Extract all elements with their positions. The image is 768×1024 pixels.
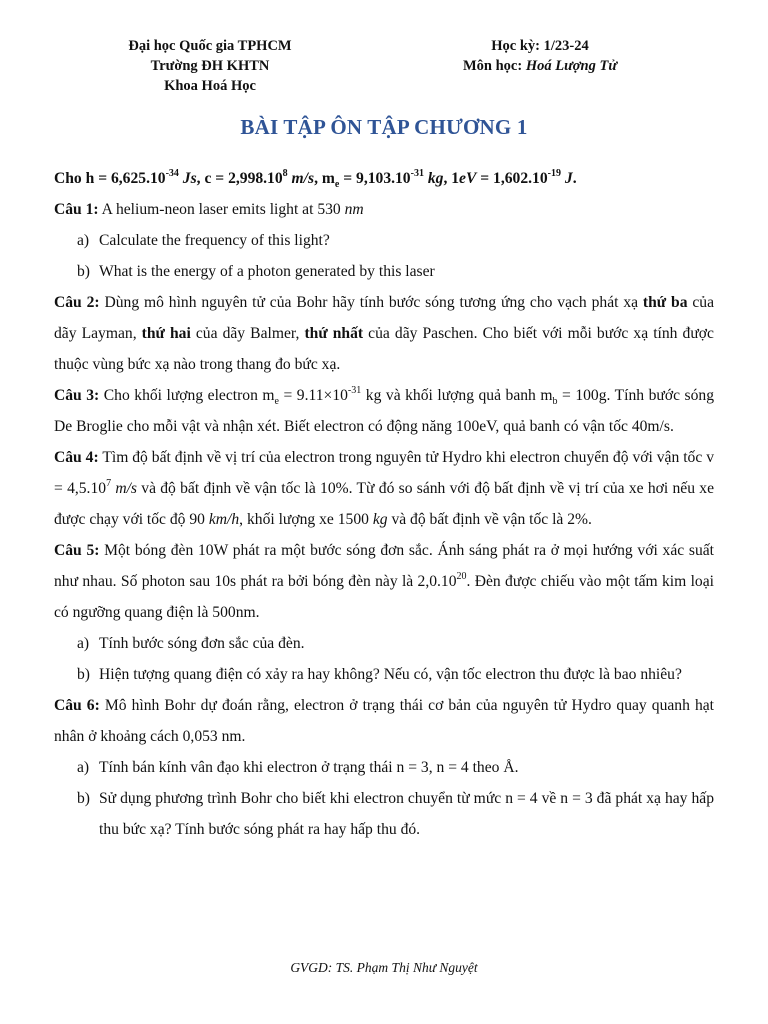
question-1: Câu 1: A helium-neon laser emits light at 530 nm	[54, 201, 364, 218]
page-title: BÀI TẬP ÔN TẬP CHƯƠNG 1	[240, 115, 528, 139]
instructor-footer: GVGD: TS. Phạm Thị Như Nguyệt	[290, 960, 478, 975]
question-1-b: b) What is the energy of a photon generated by this laser	[77, 263, 435, 280]
subject: Môn học: Hoá Lượng Tử	[462, 58, 618, 74]
question-label: Câu 3:	[54, 387, 100, 404]
question-6: Câu 6: Mô hình Bohr dự đoán rằng, electron ở trạng thái cơ bản của nguyên tử Hydro quay quanh hạt nhân ở khoảng cách 0,053 nm.	[54, 697, 714, 745]
question-4: Câu 4: Tìm độ bất định về vị trí của electron trong nguyên tử Hydro khi electron chuyển độ với vận tốc $v = 4,5.10^7$ m/s và độ bất định về vận tốc là 10%. Từ đó so sánh với độ bất định về vị trí của xe hơi nếu xe được chạy với tốc độ 90 km/h, khối lượng xe 1500 kg và độ bất định về vận tốc là 2%.	[54, 449, 715, 528]
university-name: Đại học Quốc gia TPHCM	[128, 38, 292, 54]
subject-name: Hoá Lượng Tử	[525, 58, 618, 74]
question-1-a: a) Calculate the frequency of this light?	[77, 232, 330, 249]
question-label: Câu 1:	[54, 201, 99, 218]
question-3: Câu 3: Cho khối lượng electron $m_e = 9.11\times 10^{-31}$ kg và khối lượng quả banh $m_b = 100g$. Tính bước sóng De Broglie cho mỗi vật và nhận xét. Biết electron có động năng 100eV, quả banh có vận tốc 40m/s.	[54, 384, 715, 435]
question-label: Câu 2:	[54, 294, 100, 311]
question-5: Câu 5: Một bóng đèn 10W phát ra một bước sóng đơn sắc. Ánh sáng phát ra ở mọi hướng với xác suất như nhau. Số photon sau 10s phát ra bởi bóng đèn này là 2,0.10$^{20}$. Đèn được chiếu vào một tấm kim loại có ngưỡng quang điện là 500nm.	[54, 542, 714, 621]
question-6-a: a) Tính bán kính vân đạo khi electron ở trạng thái n = 3, n = 4 theo Å.	[77, 759, 519, 776]
school-name: Trường ĐH KHTN	[150, 58, 270, 74]
question-label: Câu 6:	[54, 697, 100, 714]
question-label: Câu 4:	[54, 449, 99, 466]
faculty-name: Khoa Hoá Học	[164, 78, 256, 94]
exercise-content	[54, 163, 714, 845]
constants-line: Cho $h = 6,625.10^{-34}$ Js, $c = 2,998.10^8$ m/s, $m_e = 9,103.10^{-31}$ kg, $1eV = 1,602.10^{-19}$ J.	[54, 167, 577, 191]
semester: Học kỳ: 1/23-24	[491, 38, 589, 54]
question-5-a: a) Tính bước sóng đơn sắc của đèn.	[77, 635, 305, 652]
course-block	[400, 36, 680, 76]
question-5-b: b) Hiện tượng quang điện có xảy ra hay không? Nếu có, vận tốc electron thu được là bao nhiêu?	[77, 666, 682, 683]
question-2: Câu 2: Dùng mô hình nguyên tử của Bohr hãy tính bước sóng tương ứng cho vạch phát xạ thứ ba của dãy Layman, thứ hai của dãy Balmer, thứ nhất của dãy Paschen. Cho biết với mỗi bước xạ tính được thuộc vùng bức xạ nào trong thang đo bức xạ.	[54, 294, 715, 373]
institution-block	[90, 36, 330, 96]
question-6-b: b) Sử dụng phương trình Bohr cho biết khi electron chuyển từ mức n = 4 về n = 3 đã phát xạ hay hấp thu bức xạ? Tính bước sóng phát ra hay hấp thu đó.	[77, 790, 714, 838]
question-label: Câu 5:	[54, 542, 100, 559]
